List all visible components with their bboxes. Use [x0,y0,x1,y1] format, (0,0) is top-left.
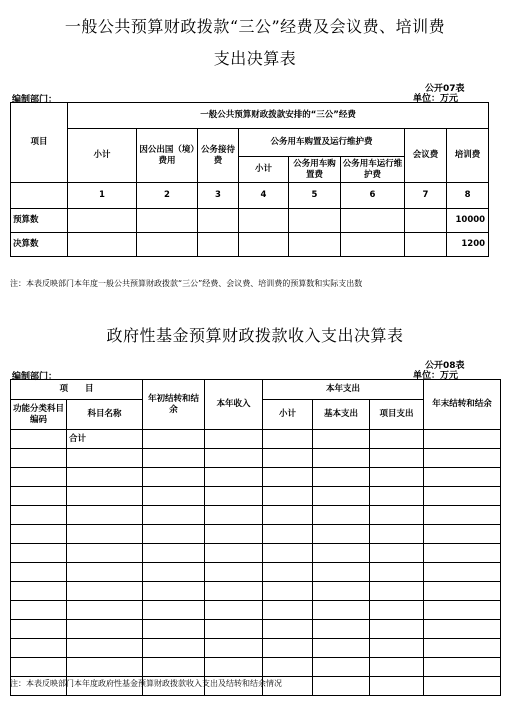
table-row [11,468,501,487]
table1-note: 注：本表反映部门本年度一般公共预算财政拨款“三公”经费、会议费、培训费的预算数和实际支出数 [10,279,363,288]
table1-org-label: 编制部门： [12,95,58,105]
t2-header-end-balance: 年末结转和结余 [424,380,501,430]
table-row [11,525,501,544]
cell [198,233,239,257]
t1-colnum: 6 [341,183,405,209]
table-row [11,582,501,601]
t1-colnum: 4 [239,183,289,209]
t2-header-income: 本年收入 [205,380,263,430]
cell [341,233,405,257]
table-row [11,209,489,233]
table-row [11,639,501,658]
t1-colnum-blank [11,183,68,209]
t1-header-item: 项目 [11,103,68,183]
t2-header-subject: 科目名称 [67,400,143,430]
t2-header-begin-balance: 年初结转和结余 [143,380,205,430]
table-row [11,620,501,639]
t2-header-subtotal: 小计 [263,400,313,430]
cell [198,209,239,233]
table-row [11,430,501,449]
row-label-actual: 决算数 [11,233,68,257]
t1-colnum: 5 [289,183,341,209]
table2-unit: 单位：万元 [413,371,459,381]
t1-colnum: 8 [447,183,489,209]
cell [137,233,198,257]
cell [289,233,341,257]
table-row [11,658,501,677]
t1-header-vehicle-maint: 公务用车运行维护费 [341,157,405,183]
table-row [11,233,489,257]
row-label-budget: 预算数 [11,209,68,233]
table2-org-label: 编制部门： [12,372,58,382]
t1-header-vehicle-subtotal: 小计 [239,157,289,183]
table2-code: 公开08表 [425,361,465,371]
cell [137,209,198,233]
cell [68,233,137,257]
cell [68,209,137,233]
t1-header-vehicle-purchase: 公务用车购置费 [289,157,341,183]
t1-header-reception: 公务接待费 [198,129,239,183]
cell [289,209,341,233]
table-row [11,544,501,563]
t1-colnum: 7 [405,183,447,209]
t1-colnum: 2 [137,183,198,209]
cell [405,233,447,257]
t2-total-label: 合计 [67,430,143,449]
cell [239,209,289,233]
table2 [10,379,501,696]
table2-title: 政府性基金预算财政拨款收入支出决算表 [106,326,404,345]
table1-title-line1: 一般公共预算财政拨款“三公”经费及会议费、培训费 [64,17,446,36]
t1-colnum: 1 [68,183,137,209]
t1-header-vehicle: 公务用车购置及运行维护费 [239,129,405,157]
cell [239,233,289,257]
table1-code: 公开07表 [425,84,465,94]
t1-header-training: 培训费 [447,129,489,183]
t1-header-meeting: 会议费 [405,129,447,183]
cell-training-actual: 1200 [447,233,489,257]
t2-header-func-code: 功能分类科目编码 [11,400,67,430]
table1-title-line2: 支出决算表 [213,49,297,68]
t2-header-expense: 本年支出 [263,380,424,400]
t1-colnum: 3 [198,183,239,209]
t2-header-project: 项目支出 [370,400,424,430]
table-row [11,506,501,525]
table1 [10,102,489,257]
t2-header-basic: 基本支出 [313,400,370,430]
table-row [11,601,501,620]
t1-header-group: 一般公共预算财政拨款安排的“三公”经费 [68,103,489,129]
table1-unit: 单位：万元 [413,94,459,104]
t1-header-subtotal: 小计 [68,129,137,183]
t2-header-item: 项 目 [11,380,143,400]
cell [405,209,447,233]
table-row [11,563,501,582]
cell [341,209,405,233]
table2-note: 注：本表反映部门本年度政府性基金预算财政拨款收入支出及结转和结余情况 [10,679,282,688]
table-row [11,487,501,506]
table-row [11,449,501,468]
t1-header-travel: 因公出国（境）费用 [137,129,198,183]
cell-training-budget: 10000 [447,209,489,233]
